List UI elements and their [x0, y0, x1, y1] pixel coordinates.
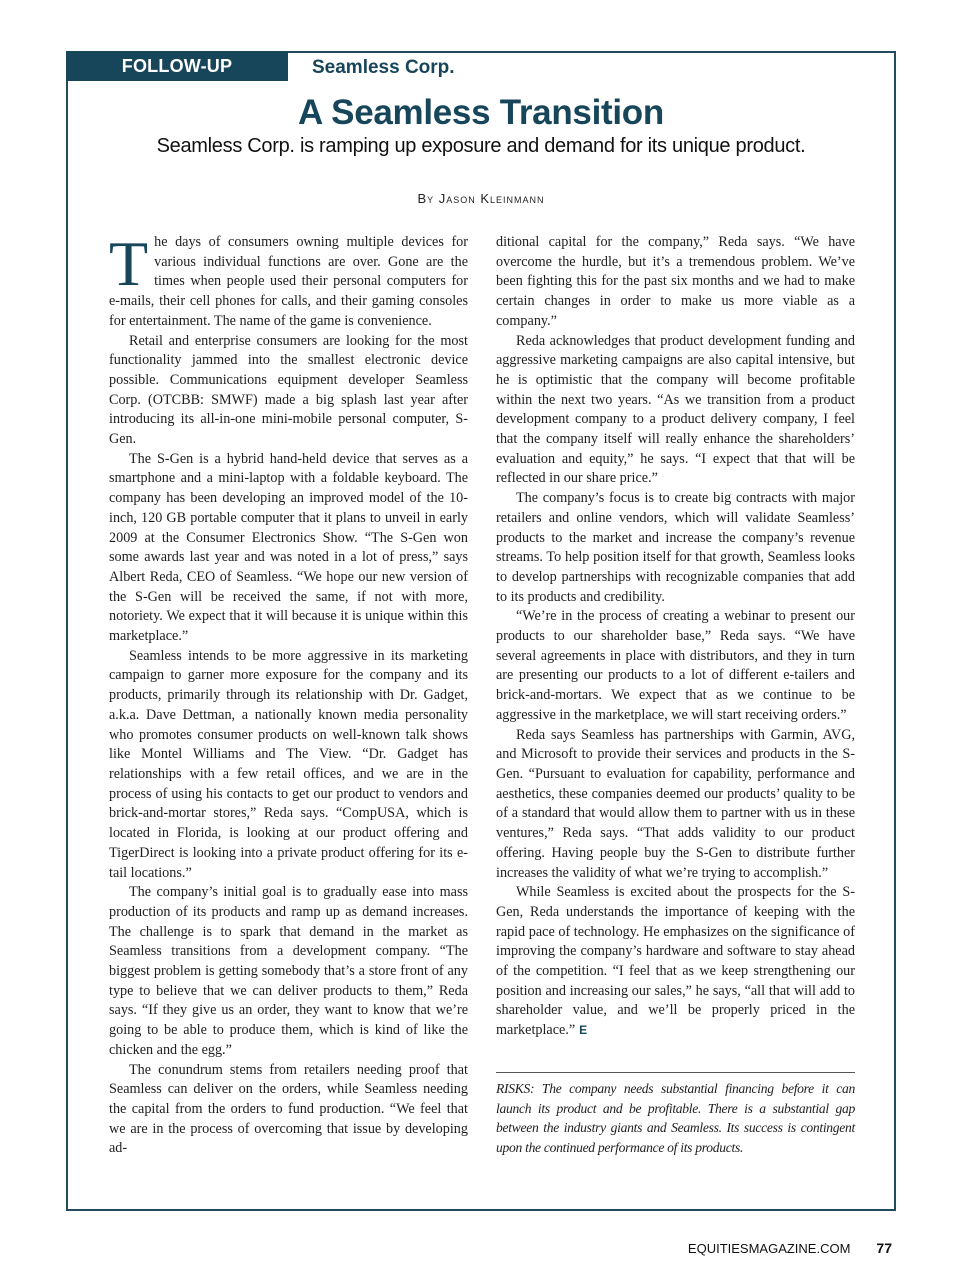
end-mark: E [579, 1023, 588, 1038]
paragraph: “We’re in the process of creating a webinar to present our products to our shareholder base,” Reda says. “We have several agreements in place with distributors, and they in turn are presenting our products to a lot of different e-tailers and brick-and-mortars. We expect that as we continue to be aggressive in the marketplace, we will start receiving orders.” [496, 608, 855, 723]
paragraph: Reda says Seamless has partnerships with Garmin, AVG, and Microsoft to provide their services and products in the S-Gen. “Pursuant to evaluation for capability, performance and aesthetics, these companies deemed our products’ quality to be of a standard that would allow them to partner with us in these ventures,” Reda says. “That adds validity to our product offering. Having people buy the S-Gen to distribute further increases the validity of what we’re trying to accomplish.” [496, 726, 855, 881]
paragraph: The S-Gen is a hybrid hand-held device that serves as a smartphone and a mini-laptop with a foldable keyboard. The company has been developing an improved model of the 10-inch, 120 GB portable computer that it plans to unveil in early 2009 at the Consumer Electronics Show. “The S-Gen won some awards last year and was noted in a lot of press,” says Albert Reda, CEO of Seamless. “We hope our new version of the S-Gen will be received the same, if not with more, notoriety. We expect that it will because it is unique within this marketplace.” [109, 450, 468, 645]
page-number: 77 [876, 1240, 892, 1256]
paragraph: Seamless intends to be more aggressive in its marketing campaign to garner more exposure for the company and its products, primarily through its relationship with Dr. Gadget, a.k.a. Dave Dettman, a nationally known media personality who promotes consumer products on well-known talk shows like Montel Williams and The View. “Dr. Gadget has relationships with a few retail offices, and we are in the process of using his contacts to get our product to vendors and brick-and-mortar stores,” Reda says. “CompUSA, which is located in Florida, is looking at our product offering and TigerDirect is looking into a private product offering for its e-tail locations.” [109, 647, 468, 881]
paragraph-text: While Seamless is excited about the prospects for the S-Gen, Reda understands the importance of keeping with the rapid pace of technology. He emphasizes on the significance of improving the company’s hardware and software to stay ahead of the competition. “I feel that as we keep strengthening our position and increasing our sales,” he says, “all that will add to shareholder value, and we’ll be properly priced in the marketplace.” [496, 884, 855, 1039]
drop-cap: T [109, 228, 149, 299]
section-tab: FOLLOW-UP [66, 51, 288, 81]
paragraph [109, 228, 468, 332]
paragraph: Retail and enterprise consumers are looking for the most functionality jammed into the smallest electronic device possible. Communications equipment developer Seamless Corp. (OTCBB: SMWF) made a big splash last year after introducing its all-in-one mini-mobile personal computer, S-Gen. [109, 332, 468, 448]
article-title: A Seamless Transition [298, 93, 664, 132]
paragraph: The company’s focus is to create big contracts with major retailers and online vendors, which will validate Seamless’ products to the market and increase the company’s revenue streams. To help position itself for that growth, Seamless looks to develop partnerships with recognizable companies that add to its products and credibility. [496, 490, 855, 605]
paragraph: The company’s initial goal is to gradually ease into mass production of its products and ramp up as demand increases. The challenge is to spark that demand in the market as Seamless transitions from a development company. “The biggest problem is getting somebody that’s a store front of any type to believe that we can deliver products to them,” Reda says. “If they give us an order, they want to know that we’re going to be able to produce them, which is kind of like the chicken and the egg.” [109, 884, 468, 1058]
column-left [109, 228, 468, 1159]
byline: By Jason Kleinmann [417, 191, 545, 206]
page-footer [688, 1240, 892, 1256]
column-right [496, 233, 855, 1041]
paragraph: Reda acknowledges that product development funding and aggressive marketing campaigns are also capital intensive, but he is optimistic that the company will become profitable within the next two years. “As we transition from a product development company to a product delivery company, I feel that the company itself will really enhance the shareholders’ evaluation and equity,” he says. “I expect that that will be reflected in our share price.” [496, 332, 855, 487]
paragraph: The conundrum stems from retailers needing proof that Seamless can deliver on the orders, while Seamless needing the capital from the orders to fund production. “We feel that we are in the process of overcoming that issue by developing ad- [109, 1061, 468, 1157]
paragraph: ditional capital for the company,” Reda says. “We have overcome the hurdle, but it’s a tremendous problem. We’ve been fighting this for the past six months and we had to make certain changes in order to make us more viable as a company.” [496, 234, 855, 329]
company-name: Seamless Corp. [312, 57, 455, 78]
paragraph [496, 883, 855, 1041]
footer-site: EQUITIESMAGAZINE.COM [687, 1241, 851, 1256]
risks-note: RISKS: The company needs substantial financing before it can launch its product and be profitable. There is a substantial gap between the industry giants and Seamless. Its success is contingent upon the continued performance of its products. [496, 1081, 855, 1156]
article-subtitle: Seamless Corp. is ramping up exposure and demand for its unique product. [156, 135, 806, 157]
risks-divider [496, 1072, 855, 1073]
paragraph-text: he days of consumers owning multiple devices for various individual functions are over. Gone are the times when people used their personal computers for e-mails, their cell phones for calls, and their gaming consoles for entertainment. The name of the game is convenience. [109, 234, 468, 329]
